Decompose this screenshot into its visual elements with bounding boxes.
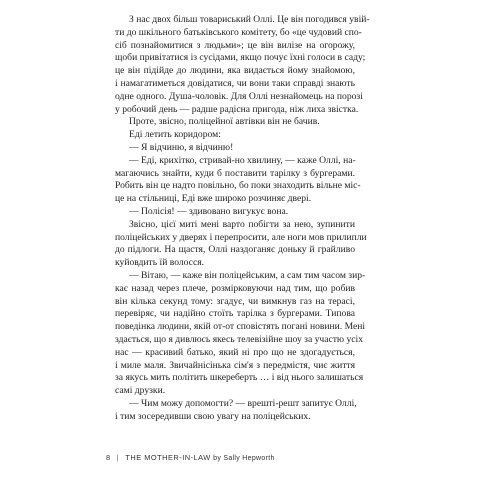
text-line: самі друзки. bbox=[115, 385, 166, 397]
text-line: сіб познайомитися з людьми»; це він вилізе на огорожу, bbox=[115, 39, 355, 51]
author-byline: by Sally Hepworth bbox=[213, 455, 275, 462]
page-number: 8 bbox=[106, 453, 111, 462]
text-line: перевіряє, чи надійно стоїть тарілка з бургерами. Типова bbox=[115, 308, 355, 320]
text-line: це на стільниці, Еді вже широко розчиняє двері. bbox=[115, 193, 312, 205]
footer-separator: | bbox=[116, 453, 120, 462]
text-line: одне одного. Душа-чоловік. Для Оллі незнайомець на порозі bbox=[115, 90, 363, 102]
text-line: це він підійде до людини, яка видається йому знайомою, bbox=[115, 65, 355, 77]
text-line: Робить він це надто повільно, бо поки знаходить вільне міс- bbox=[115, 180, 361, 192]
text-line: — Еді, крихітко, стривай-но хвилину, — каже Оллі, на- bbox=[129, 154, 356, 166]
text-line: — Я відчиню, я відчиню! bbox=[129, 141, 234, 153]
text-line: нас — красивий батько, який ні про що не здогадується, bbox=[115, 346, 355, 358]
text-line: З нас двох більш товариський Оллі. Це він погодився увій- bbox=[129, 14, 370, 25]
text-line: Звісно, цієї миті мені варто побігти за нею, зупинити bbox=[129, 218, 355, 230]
text-line: — Полісія! — здивовано вигукує вона. bbox=[129, 205, 289, 217]
running-title: THE MOTHER-IN-LAW bbox=[125, 453, 211, 462]
text-line: і тим зосередивши свою увагу на поліцейських. bbox=[115, 410, 311, 422]
text-line: до підлоги. На щастя, Оллі наздоганяє доньку й грайливо bbox=[115, 244, 355, 256]
text-line: поліцейських у дверях і перепросити, але ноги мов прилипли bbox=[115, 231, 367, 243]
text-line: у робочий день — радше радісна пригода, ніж лиха звістка. bbox=[115, 103, 359, 115]
text-line: ти до шкільного батьківського комітету, бо «це чудовий спо- bbox=[115, 26, 362, 38]
text-line: — Чим можу допомогти? — врешті-решт запитує Оллі, bbox=[129, 397, 357, 409]
body-text bbox=[115, 14, 370, 424]
text-line: і миле маля. Звичайнісінька сім'я з передмістя, чиє життя bbox=[115, 359, 355, 371]
text-line: магаючись знайти, куди б поставити тарілку з бургерами. bbox=[115, 167, 355, 179]
text-line: Проте, звісно, поліцейної автівки він не бачив. bbox=[129, 116, 320, 128]
page-footer bbox=[106, 453, 275, 462]
text-line: здається, що я дивлюсь якесь телевізійне шоу за участю усіх bbox=[115, 333, 364, 345]
text-line: і намагатиметься довідатися, чи вони таки справді знають bbox=[115, 77, 355, 89]
text-line: за якусь мить політить шкереберть … і від нього залишаться bbox=[115, 372, 364, 384]
text-line: куйовдить їй волосся. bbox=[115, 257, 205, 269]
text-line: — Вітаю, — каже він поліцейським, а сам тим часом зир- bbox=[129, 269, 366, 281]
text-line: щоби привітатися із сусідами, якщо почує їхні голоси в саду; bbox=[115, 52, 366, 64]
text-line: він кілька секунд тому: згадує, чи вимкнув газ на терасі, bbox=[115, 295, 355, 307]
text-line: Еді летить коридором: bbox=[129, 129, 221, 141]
text-line: кає назад через плече, розмірковуючи над тим, що робив bbox=[115, 282, 355, 294]
text-line: поведінка людини, якій от-от сповістять погані новини. Мені bbox=[115, 321, 366, 333]
